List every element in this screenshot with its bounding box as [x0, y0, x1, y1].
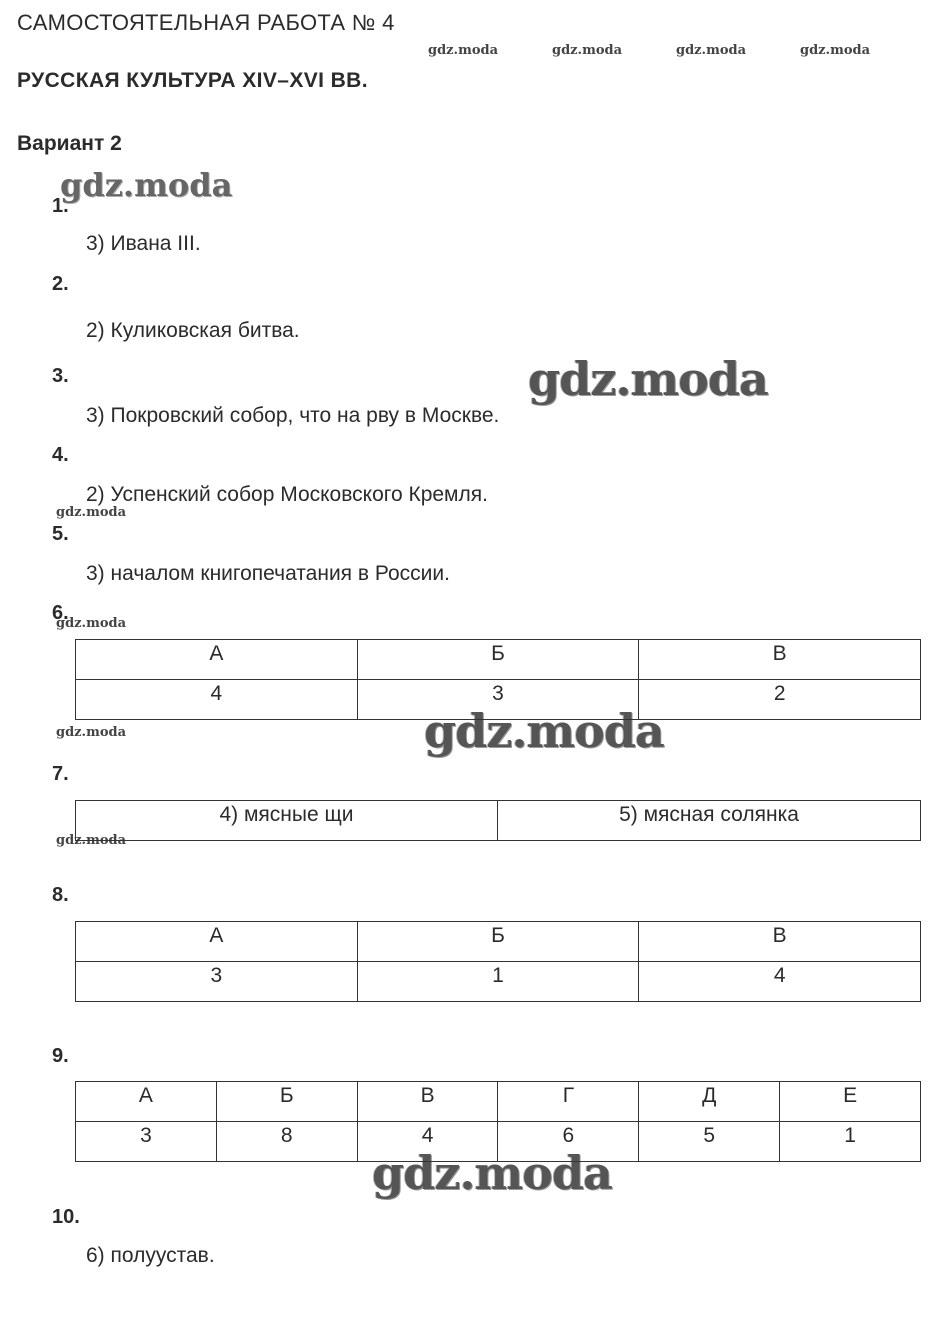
table-row: [76, 962, 921, 1002]
table-cell: 3: [357, 680, 639, 720]
answer-text: 3) Покровский собор, что на рву в Москве.: [86, 404, 500, 427]
question-number: 5.: [52, 523, 69, 545]
table-cell: А: [76, 640, 358, 680]
section-title: РУССКАЯ КУЛЬТУРА XIV–XVI ВВ.: [17, 69, 368, 92]
answer-text: 2) Успенский собор Московского Кремля.: [86, 483, 488, 506]
table-cell: В: [639, 640, 921, 680]
table-cell: 4: [357, 1122, 498, 1162]
variant-heading: Вариант 2: [17, 132, 122, 155]
answer-text: 3) Ивана III.: [86, 232, 201, 255]
question-number: 4.: [52, 444, 69, 466]
table-row: [76, 1122, 921, 1162]
table-cell: 5: [639, 1122, 780, 1162]
table-cell: 6: [498, 1122, 639, 1162]
watermark: gdz.moda: [528, 352, 768, 406]
table-cell: Е: [780, 1082, 921, 1122]
answer-table: [75, 800, 921, 841]
table-header-row: [76, 922, 921, 962]
question-number: 7.: [52, 763, 69, 785]
watermark: gdz.moda: [676, 43, 747, 58]
table-cell: 3: [76, 962, 358, 1002]
answer-table: [75, 639, 921, 720]
watermark: gdz.moda: [424, 704, 664, 758]
answer-text: 3) началом книгопечатания в России.: [86, 562, 450, 585]
table-row: [76, 801, 921, 841]
watermark: gdz.moda: [372, 1146, 612, 1200]
table-header-row: [76, 1082, 921, 1122]
table-cell: 3: [76, 1122, 217, 1162]
table-cell: А: [76, 922, 358, 962]
table-cell: Б: [357, 922, 639, 962]
question-number: 2.: [52, 273, 69, 295]
table-cell: А: [76, 1082, 217, 1122]
question-number: 10.: [52, 1206, 80, 1228]
question-number: 6.: [52, 602, 69, 624]
watermark: gdz.moda: [428, 43, 499, 58]
question-number: 9.: [52, 1045, 69, 1067]
table-cell: 1: [357, 962, 639, 1002]
table-row: [76, 680, 921, 720]
table-cell: Д: [639, 1082, 780, 1122]
table-cell: Б: [357, 640, 639, 680]
question-number: 1.: [52, 195, 69, 217]
question-number: 3.: [52, 365, 69, 387]
answer-text: 2) Куликовская битва.: [86, 319, 300, 342]
answer-table: [75, 921, 921, 1002]
table-cell: В: [357, 1082, 498, 1122]
watermark: gdz.moda: [552, 43, 623, 58]
table-cell: Г: [498, 1082, 639, 1122]
table-cell: 4: [639, 962, 921, 1002]
question-number: 8.: [52, 884, 69, 906]
table-cell: В: [639, 922, 921, 962]
table-cell: 4: [76, 680, 358, 720]
watermark: gdz.moda: [56, 505, 127, 520]
table-cell: 8: [216, 1122, 357, 1162]
table-header-row: [76, 640, 921, 680]
table-cell: 5) мясная солянка: [498, 801, 921, 841]
table-cell: 2: [639, 680, 921, 720]
table-cell: Б: [216, 1082, 357, 1122]
watermark: gdz.moda: [800, 43, 871, 58]
answer-table: [75, 1081, 921, 1162]
table-cell: 4) мясные щи: [76, 801, 498, 841]
answer-text: 6) полуустав.: [86, 1244, 215, 1267]
watermark: gdz.moda: [60, 166, 233, 204]
watermark: gdz.moda: [56, 833, 127, 848]
watermark: gdz.moda: [56, 616, 127, 631]
page-title: САМОСТОЯТЕЛЬНАЯ РАБОТА № 4: [17, 10, 395, 35]
watermark: gdz.moda: [56, 725, 127, 740]
table-cell: 1: [780, 1122, 921, 1162]
